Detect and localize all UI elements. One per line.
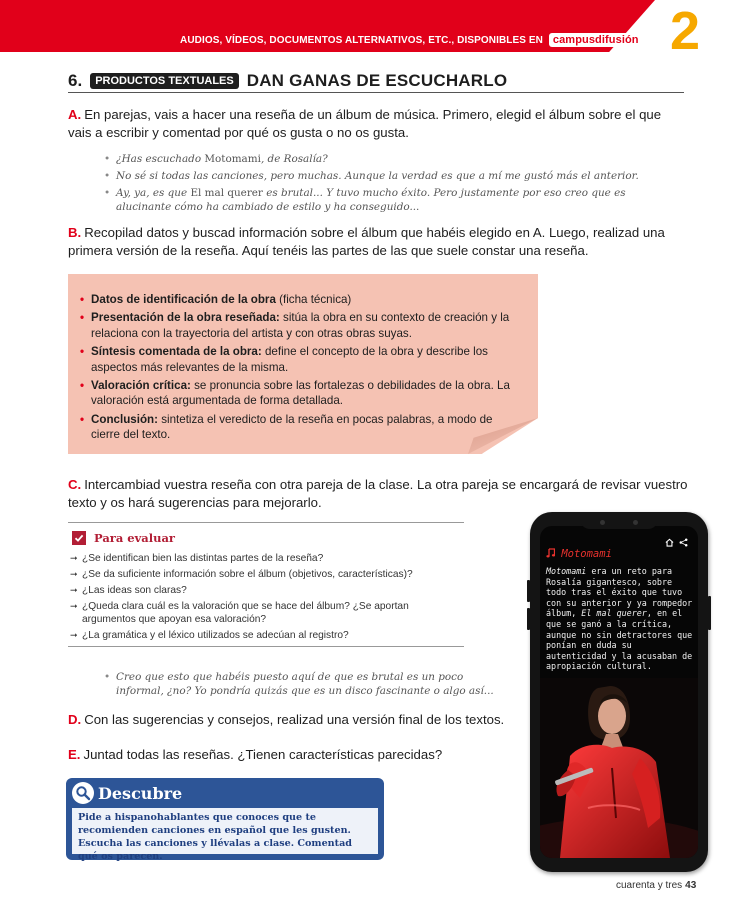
page-footer (616, 880, 696, 891)
phone-screen (540, 526, 698, 858)
home-icon[interactable] (665, 538, 674, 547)
magnifier-icon (72, 782, 94, 804)
evaluate-list (68, 552, 464, 642)
descubre-box (66, 778, 384, 860)
phone-side-button (527, 608, 530, 630)
review-part-item: • Datos de identificación de la obra (ficha técnica) (80, 292, 510, 307)
descubre-header (72, 782, 182, 804)
screen-text: Motomami era un reto para Rosalía gigantesco, sobre todo tras el éxito que tuvo con su anterior y ya rompedor álbum, El mal querer, en el que se ganó a la crítica, aunque no sin detractores que ponían en duda su autenticidad y la acusaban de apropiación cultural. (546, 566, 693, 672)
checkbox-icon (72, 531, 86, 545)
activity-c-text: Intercambiad vuestra reseña con otra pareja de la clase. La otra pareja se encargará de revisar vuestro texto y os hará sugerencias para mejorarlo. (68, 477, 688, 510)
singer-photo (540, 678, 698, 858)
singer-illustration (540, 678, 698, 858)
example-quote: • Ay, ya, es que El mal querer es brutal... Y tuvo mucho éxito. Pero justamente por eso creo que es alucinante cómo ha cambiado de estilo y ha conseguido... (104, 186, 684, 214)
evaluate-title: Para evaluar (94, 531, 175, 545)
header-banner (0, 0, 750, 60)
activity-b-letter: B. (68, 225, 82, 240)
descubre-title: Descubre (98, 783, 183, 803)
screen-toolbar (665, 538, 688, 547)
activity-a-examples (104, 152, 684, 217)
evaluate-item: ➞ ¿Las ideas son claras? (68, 584, 464, 597)
phone-side-button (527, 580, 530, 602)
evaluate-item: ➞ ¿Se da suficiente información sobre el álbum (objetivos, características)? (68, 568, 464, 581)
activity-a-text: En parejas, vais a hacer una reseña de un álbum de música. Primero, elegid el álbum sobre el que vais a escribir y comentad por qué os gusta o no os gusta. (68, 107, 662, 140)
screen-title-text: Motomami (561, 548, 612, 560)
evaluate-item: ➞ ¿Queda clara cuál es la valoración que se hace del álbum? ¿Se aportan argumentos que apoyan esa valoración? (68, 600, 464, 626)
divider (68, 646, 464, 647)
activity-b (68, 224, 688, 260)
banner-label: AUDIOS, VÍDEOS, DOCUMENTOS ALTERNATIVOS, ETC., DISPONIBLES EN (180, 35, 543, 46)
evaluate-header (68, 531, 464, 545)
evaluate-item: ➞ ¿La gramática y el léxico utilizados se adecúan al registro? (68, 629, 464, 642)
page-number: 43 (685, 880, 697, 891)
activity-c-example (104, 670, 504, 701)
share-icon[interactable] (679, 538, 688, 547)
review-part-item: • Síntesis comentada de la obra: define el concepto de la obra y describe los aspectos más relevantes de la misma. (80, 344, 510, 375)
sensor-icon (633, 520, 638, 525)
music-note-icon (546, 548, 555, 558)
review-parts-list (80, 292, 510, 446)
activity-c-letter: C. (68, 477, 82, 492)
unit-number: 2 (670, 1, 701, 61)
activity-b-text: Recopilad datos y buscad información sobre el álbum que habéis elegido en A. Luego, realizad una primera versión de la reseña. Aquí tenéis las partes de las que suele constar una reseña. (68, 225, 665, 258)
activity-e-letter: E. (68, 747, 81, 762)
activity-a (68, 106, 688, 142)
divider (68, 522, 464, 523)
example-quote: • No sé si todas las canciones, pero muchas. Aunque la verdad es que a mí me gustó más el anterior. (104, 169, 684, 183)
review-part-item: • Presentación de la obra reseñada: sitúa la obra en su contexto de creación y la relaciona con la trayectoria del artista y con otras obras suyas. (80, 310, 510, 341)
evaluate-box (68, 522, 464, 647)
evaluate-item: ➞ ¿Se identifican bien las distintas partes de la reseña? (68, 552, 464, 565)
activity-e-text: Juntad todas las reseñas. ¿Tienen características parecidas? (83, 747, 443, 762)
section-heading (68, 69, 684, 93)
camera-icon (600, 520, 605, 525)
review-part-item: • Conclusión: sintetiza el veredicto de la reseña en pocas palabras, a modo de cierre del texto. (80, 412, 510, 443)
page-words: cuarenta y tres (616, 880, 683, 891)
activity-d-text: Con las sugerencias y consejos, realizad una versión final de los textos. (84, 712, 505, 727)
section-number: 6. (68, 70, 83, 90)
activity-d-letter: D. (68, 712, 82, 727)
review-part-item: • Valoración crítica: se pronuncia sobre las fortalezas o debilidades de la obra. La valoración está argumentada de forma detallada. (80, 378, 510, 409)
activity-a-letter: A. (68, 107, 82, 122)
screen-title (546, 548, 612, 560)
phone-side-button (708, 596, 711, 630)
campus-link[interactable]: campusdifusión (549, 33, 643, 47)
example-quote: • ¿Has escuchado Motomami, de Rosalía? (104, 152, 684, 166)
activity-c (68, 476, 688, 512)
banner-text (180, 33, 643, 47)
descubre-text: Pide a hispanohablantes que conoces que te recomienden canciones en español que les gusten. Escucha las canciones y llévalas a clase. Comentad qué os parecen. (72, 808, 378, 854)
section-tag: PRODUCTOS TEXTUALES (90, 73, 239, 89)
phone-notch (580, 515, 658, 529)
example-quote: • Creo que esto que habéis puesto aquí de que es brutal es un poco informal, ¿no? Yo pondría quizás que es un disco fascinante o algo así... (104, 670, 504, 698)
section-title: DAN GANAS DE ESCUCHARLO (246, 70, 508, 90)
